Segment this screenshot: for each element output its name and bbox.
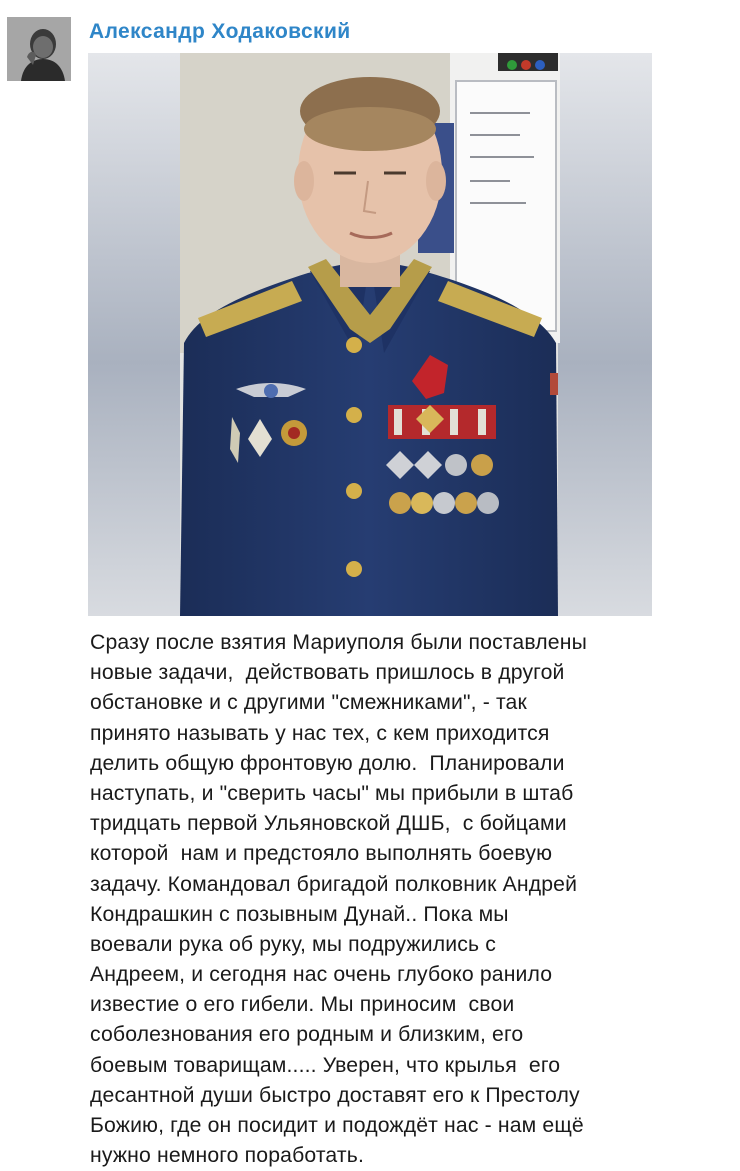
message-line: воевали рука об руку, мы подружились с bbox=[90, 932, 496, 956]
avatar-photo-icon bbox=[7, 17, 71, 81]
author-name[interactable]: Александр Ходаковский bbox=[89, 20, 351, 43]
message-line: обстановке и с другими "смежниками", - так bbox=[90, 691, 527, 715]
message-line: десантной души быстро доставят его к Престолу bbox=[90, 1083, 580, 1107]
message-line: Кондрашкин с позывным Дунай.. Пока мы bbox=[90, 902, 509, 926]
message-line: которой нам и предстояло выполнять боевую bbox=[90, 842, 553, 866]
message-line: Андреем, и сегодня нас очень глубоко ранило bbox=[90, 963, 553, 987]
message-line: принято называть у нас тех, с кем приходится bbox=[90, 721, 550, 745]
post-message-text bbox=[90, 628, 660, 1171]
message-line: боевым товарищам..... Уверен, что крылья его bbox=[90, 1053, 561, 1077]
message-line: Божию, где он посидит и подождёт нас - нам ещё bbox=[90, 1114, 584, 1137]
post-photo[interactable] bbox=[88, 53, 652, 616]
message-line: наступать, и "сверить часы" мы прибыли в штаб bbox=[90, 781, 574, 805]
message-line: задачу. Командовал бригадой полковник Андрей bbox=[90, 872, 578, 896]
author-avatar[interactable] bbox=[7, 17, 71, 81]
message-line: известие о его гибели. Мы приносим свои bbox=[90, 993, 515, 1017]
officer-portrait-icon bbox=[88, 53, 652, 616]
message-line: Сразу после взятия Мариуполя были поставлены bbox=[90, 631, 587, 654]
message-line: делить общую фронтовую долю. Планировали bbox=[90, 751, 565, 775]
message-line: новые задачи, действовать пришлось в другой bbox=[90, 661, 565, 685]
message-line: нужно немного поработать. bbox=[90, 1144, 364, 1168]
message-line: соболезнования его родным и близким, его bbox=[90, 1023, 524, 1047]
message-line: тридцать первой Ульяновской ДШБ, с бойцами bbox=[90, 812, 567, 836]
